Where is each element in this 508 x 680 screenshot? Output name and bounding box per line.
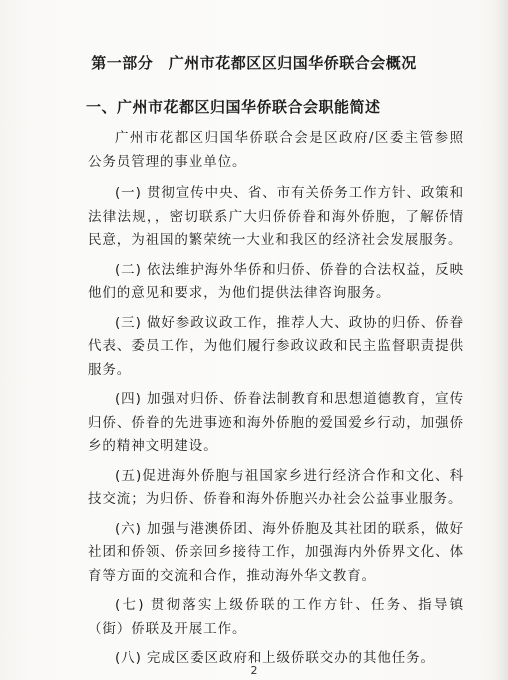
function-item-7: (七) 贯彻落实上级侨联的工作方针、任务、指导镇（街）侨联及开展工作。 (88, 597, 464, 637)
function-item-6: (六) 加强与港澳侨团、海外侨胞及其社团的联系，做好社团和侨领、侨亲回乡接待工作，加强海内外侨界文化、体育等方面的交流和合作，推动海外华文教育。 (88, 520, 464, 584)
function-item-4: (四) 加强对归侨、侨眷法制教育和思想道德教育，宣传归侨、侨眷的先进事迹和海外侨胞的爱国爱乡行动，加强侨乡的精神文明建设。 (88, 391, 464, 454)
section-title: 一、广州市花都区归国华侨联合会职能简述 (86, 98, 381, 116)
function-item-2: (二) 依法维护海外华侨和归侨、侨眷的合法权益，反映他们的意见和要求，为他们提供法律咨询服务。 (88, 261, 464, 301)
page-edge-shadow (494, 0, 508, 680)
page-number: 2 (250, 664, 258, 677)
part-title: 第一部分 广州市花都区区归国华侨联合会概况 (91, 54, 417, 72)
function-item-3: (三) 做好参政议政工作，推荐人大、政协的归侨、侨眷代表、委员工作，为他们履行参政议政和民主监督职责提供服务。 (88, 314, 464, 378)
intro-paragraph: 广州市花都区归国华侨联合会是区政府/区委主管参照公务员管理的事业单位。 (88, 130, 464, 170)
function-item-5: (五)促进海外侨胞与祖国家乡进行经济合作和文化、科技交流；为归侨、侨眷和海外侨胞兴办社会公益事业服务。 (88, 467, 464, 507)
document-body (88, 127, 464, 677)
function-item-1: (一) 贯彻宣传中央、省、市有关侨务工作方针、政策和法律法规，，密切联系广大归侨侨眷和海外侨胞，了解侨情民意，为祖国的繁荣统一大业和我区的经济社会发展服务。 (88, 185, 464, 248)
function-item-8: (八) 完成区委区政府和上级侨联交办的其他任务。 (115, 650, 435, 666)
